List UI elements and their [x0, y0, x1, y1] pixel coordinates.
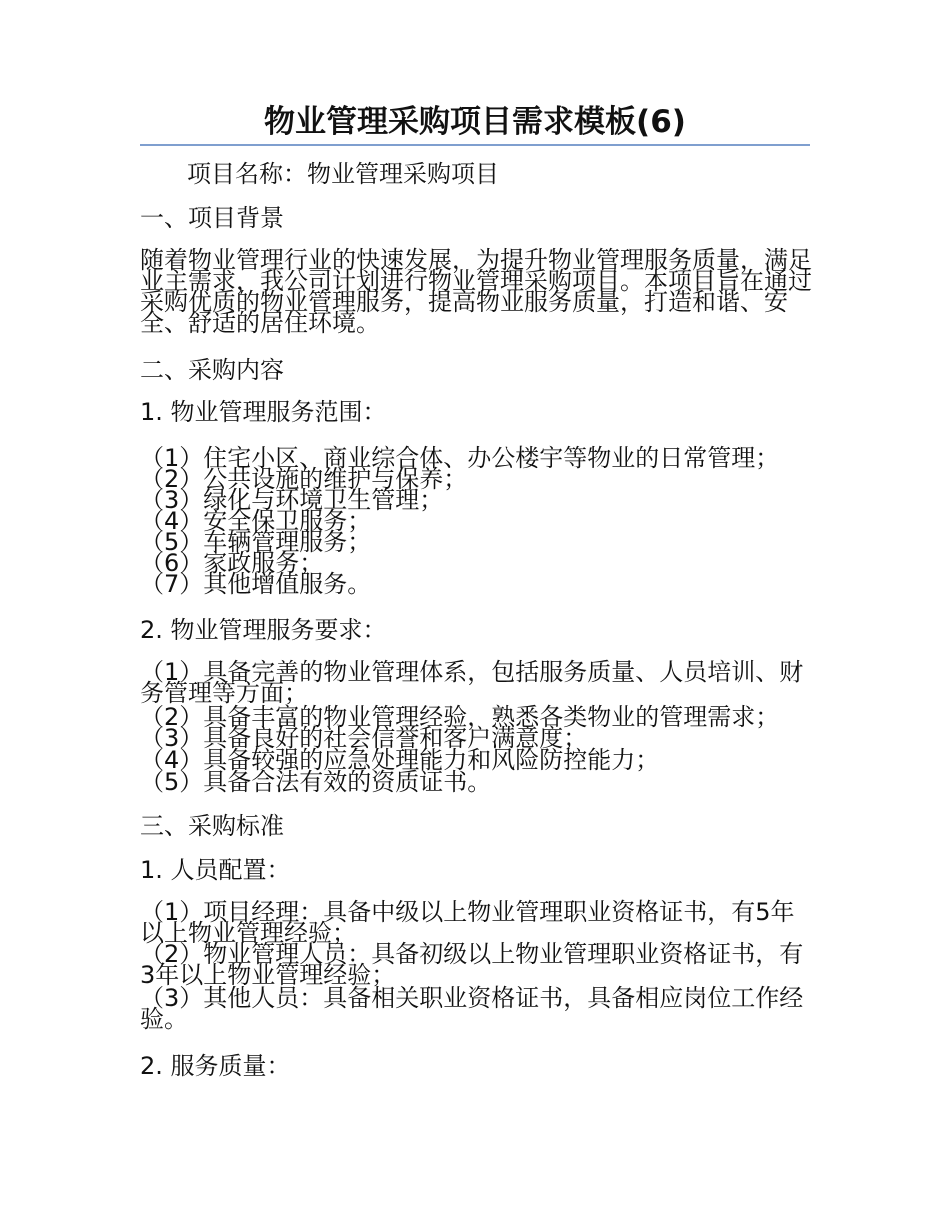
- scope-item: （5）车辆管理服务；: [140, 528, 372, 556]
- scope-item: （2）公共设施的维护与保养；: [140, 465, 468, 493]
- staff-item: （2）物业管理人员：具备初级以上物业管理职业资格证书，有3年以上物业管理经验；: [140, 940, 804, 989]
- scope-item: （1）住宅小区、商业综合体、办公楼宇等物业的日常管理；: [140, 444, 780, 472]
- section-heading-standards: 三、采购标准: [140, 812, 284, 840]
- requirement-item: （4）具备较强的应急处理能力和风险防控能力；: [140, 746, 660, 774]
- scope-item: （4）安全保卫服务；: [140, 507, 372, 535]
- requirements-heading: 2. 物业管理服务要求：: [140, 616, 387, 644]
- section-heading-background: 一、项目背景: [140, 204, 284, 232]
- staff-item: （1）项目经理：具备中级以上物业管理职业资格证书，有5年以上物业管理经验；: [140, 898, 795, 947]
- requirement-item: （5）具备合法有效的资质证书。: [140, 768, 492, 796]
- quality-heading: 2. 服务质量：: [140, 1052, 291, 1080]
- requirement-item: （1）具备完善的物业管理体系，包括服务质量、人员培训、财务管理等方面；: [140, 658, 804, 707]
- scope-item: （6）家政服务；: [140, 549, 324, 577]
- background-paragraph: 随着物业管理行业的快速发展，为提升物业管理服务质量，满足业主需求，我公司计划进行物业管理采购项目。本项目旨在通过采购优质的物业管理服务，提高物业服务质量，打造和谐、安全、舒适的居住环境。: [140, 246, 812, 337]
- document-title: 物业管理采购项目需求模板(6): [140, 100, 810, 146]
- staff-heading: 1. 人员配置：: [140, 856, 291, 884]
- staff-item: （3）其他人员：具备相关职业资格证书，具备相应岗位工作经验。: [140, 984, 804, 1033]
- requirement-item: （2）具备丰富的物业管理经验，熟悉各类物业的管理需求；: [140, 703, 780, 731]
- project-name: 项目名称：物业管理采购项目: [187, 160, 499, 188]
- scope-heading: 1. 物业管理服务范围：: [140, 398, 387, 426]
- scope-item: （3）绿化与环境卫生管理；: [140, 486, 444, 514]
- scope-item: （7）其他增值服务。: [140, 570, 372, 598]
- requirement-item: （3）具备良好的社会信誉和客户满意度；: [140, 724, 588, 752]
- section-heading-content: 二、采购内容: [140, 356, 284, 384]
